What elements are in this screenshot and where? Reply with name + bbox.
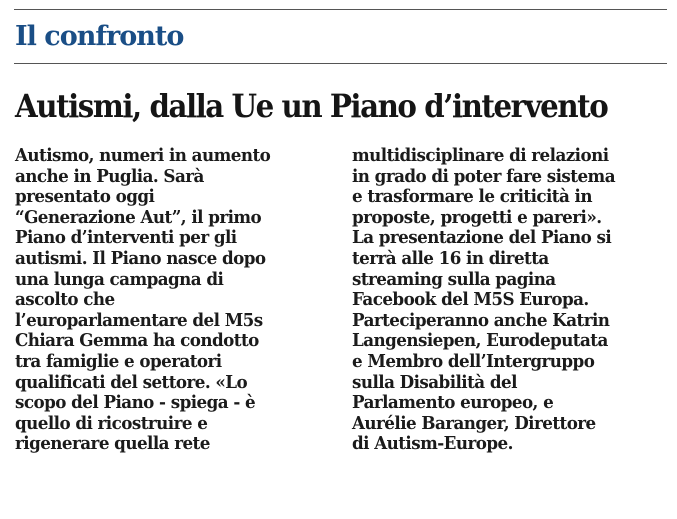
body-line: Piano d’interventi per gli: [15, 227, 237, 249]
body-line: e Membro dell’Intergruppo: [352, 350, 595, 372]
body-line: in grado di poter fare sistema: [352, 165, 615, 187]
body-line: ascolto che: [15, 289, 115, 311]
body-line: La presentazione del Piano si: [352, 227, 612, 249]
top-rule: [14, 9, 667, 10]
body-line: sulla Disabilità del: [352, 371, 517, 393]
section-kicker: Il confronto: [15, 21, 184, 52]
body-line: “Generazione Aut”, il primo: [15, 206, 262, 228]
body-line: l’europarlamentare del M5s: [15, 309, 263, 331]
body-line: di Autism-Europe.: [352, 433, 513, 455]
body-line: Parteciperanno anche Katrin: [352, 309, 610, 331]
body-line: Chiara Gemma ha condotto: [15, 330, 259, 352]
article-column-right: [352, 146, 672, 455]
article-column-left: [15, 146, 340, 455]
body-line: Facebook del M5S Europa.: [352, 289, 589, 311]
body-line: autismi. Il Piano nasce dopo: [15, 247, 266, 269]
body-line: multidisciplinare di relazioni: [352, 145, 609, 166]
body-line: una lunga campagna di: [15, 268, 224, 290]
article-headline: Autismi, dalla Ue un Piano d’intervento: [15, 87, 608, 125]
body-line: e trasformare le criticità in: [352, 186, 592, 208]
kicker-rule: [14, 63, 667, 64]
body-line: terrà alle 16 in diretta: [352, 247, 549, 269]
body-line: qualificati del settore. «Lo: [15, 371, 248, 393]
body-line: quello di ricostruire e: [15, 412, 208, 434]
body-line: Langensiepen, Eurodeputata: [352, 330, 608, 352]
body-line: proposte, progetti e pareri».: [352, 206, 602, 228]
body-line: presentato oggi: [15, 186, 155, 208]
body-line: streaming sulla pagina: [352, 268, 556, 290]
body-line: rigenerare quella rete: [15, 433, 210, 455]
body-line: anche in Puglia. Sarà: [15, 165, 204, 187]
body-line: scopo del Piano - spiega - è: [15, 392, 256, 414]
body-line: tra famiglie e operatori: [15, 350, 222, 372]
body-line: Parlamento europeo, e: [352, 392, 554, 414]
body-line: Aurélie Baranger, Direttore: [352, 412, 596, 434]
body-line: Autismo, numeri in aumento: [15, 145, 271, 166]
